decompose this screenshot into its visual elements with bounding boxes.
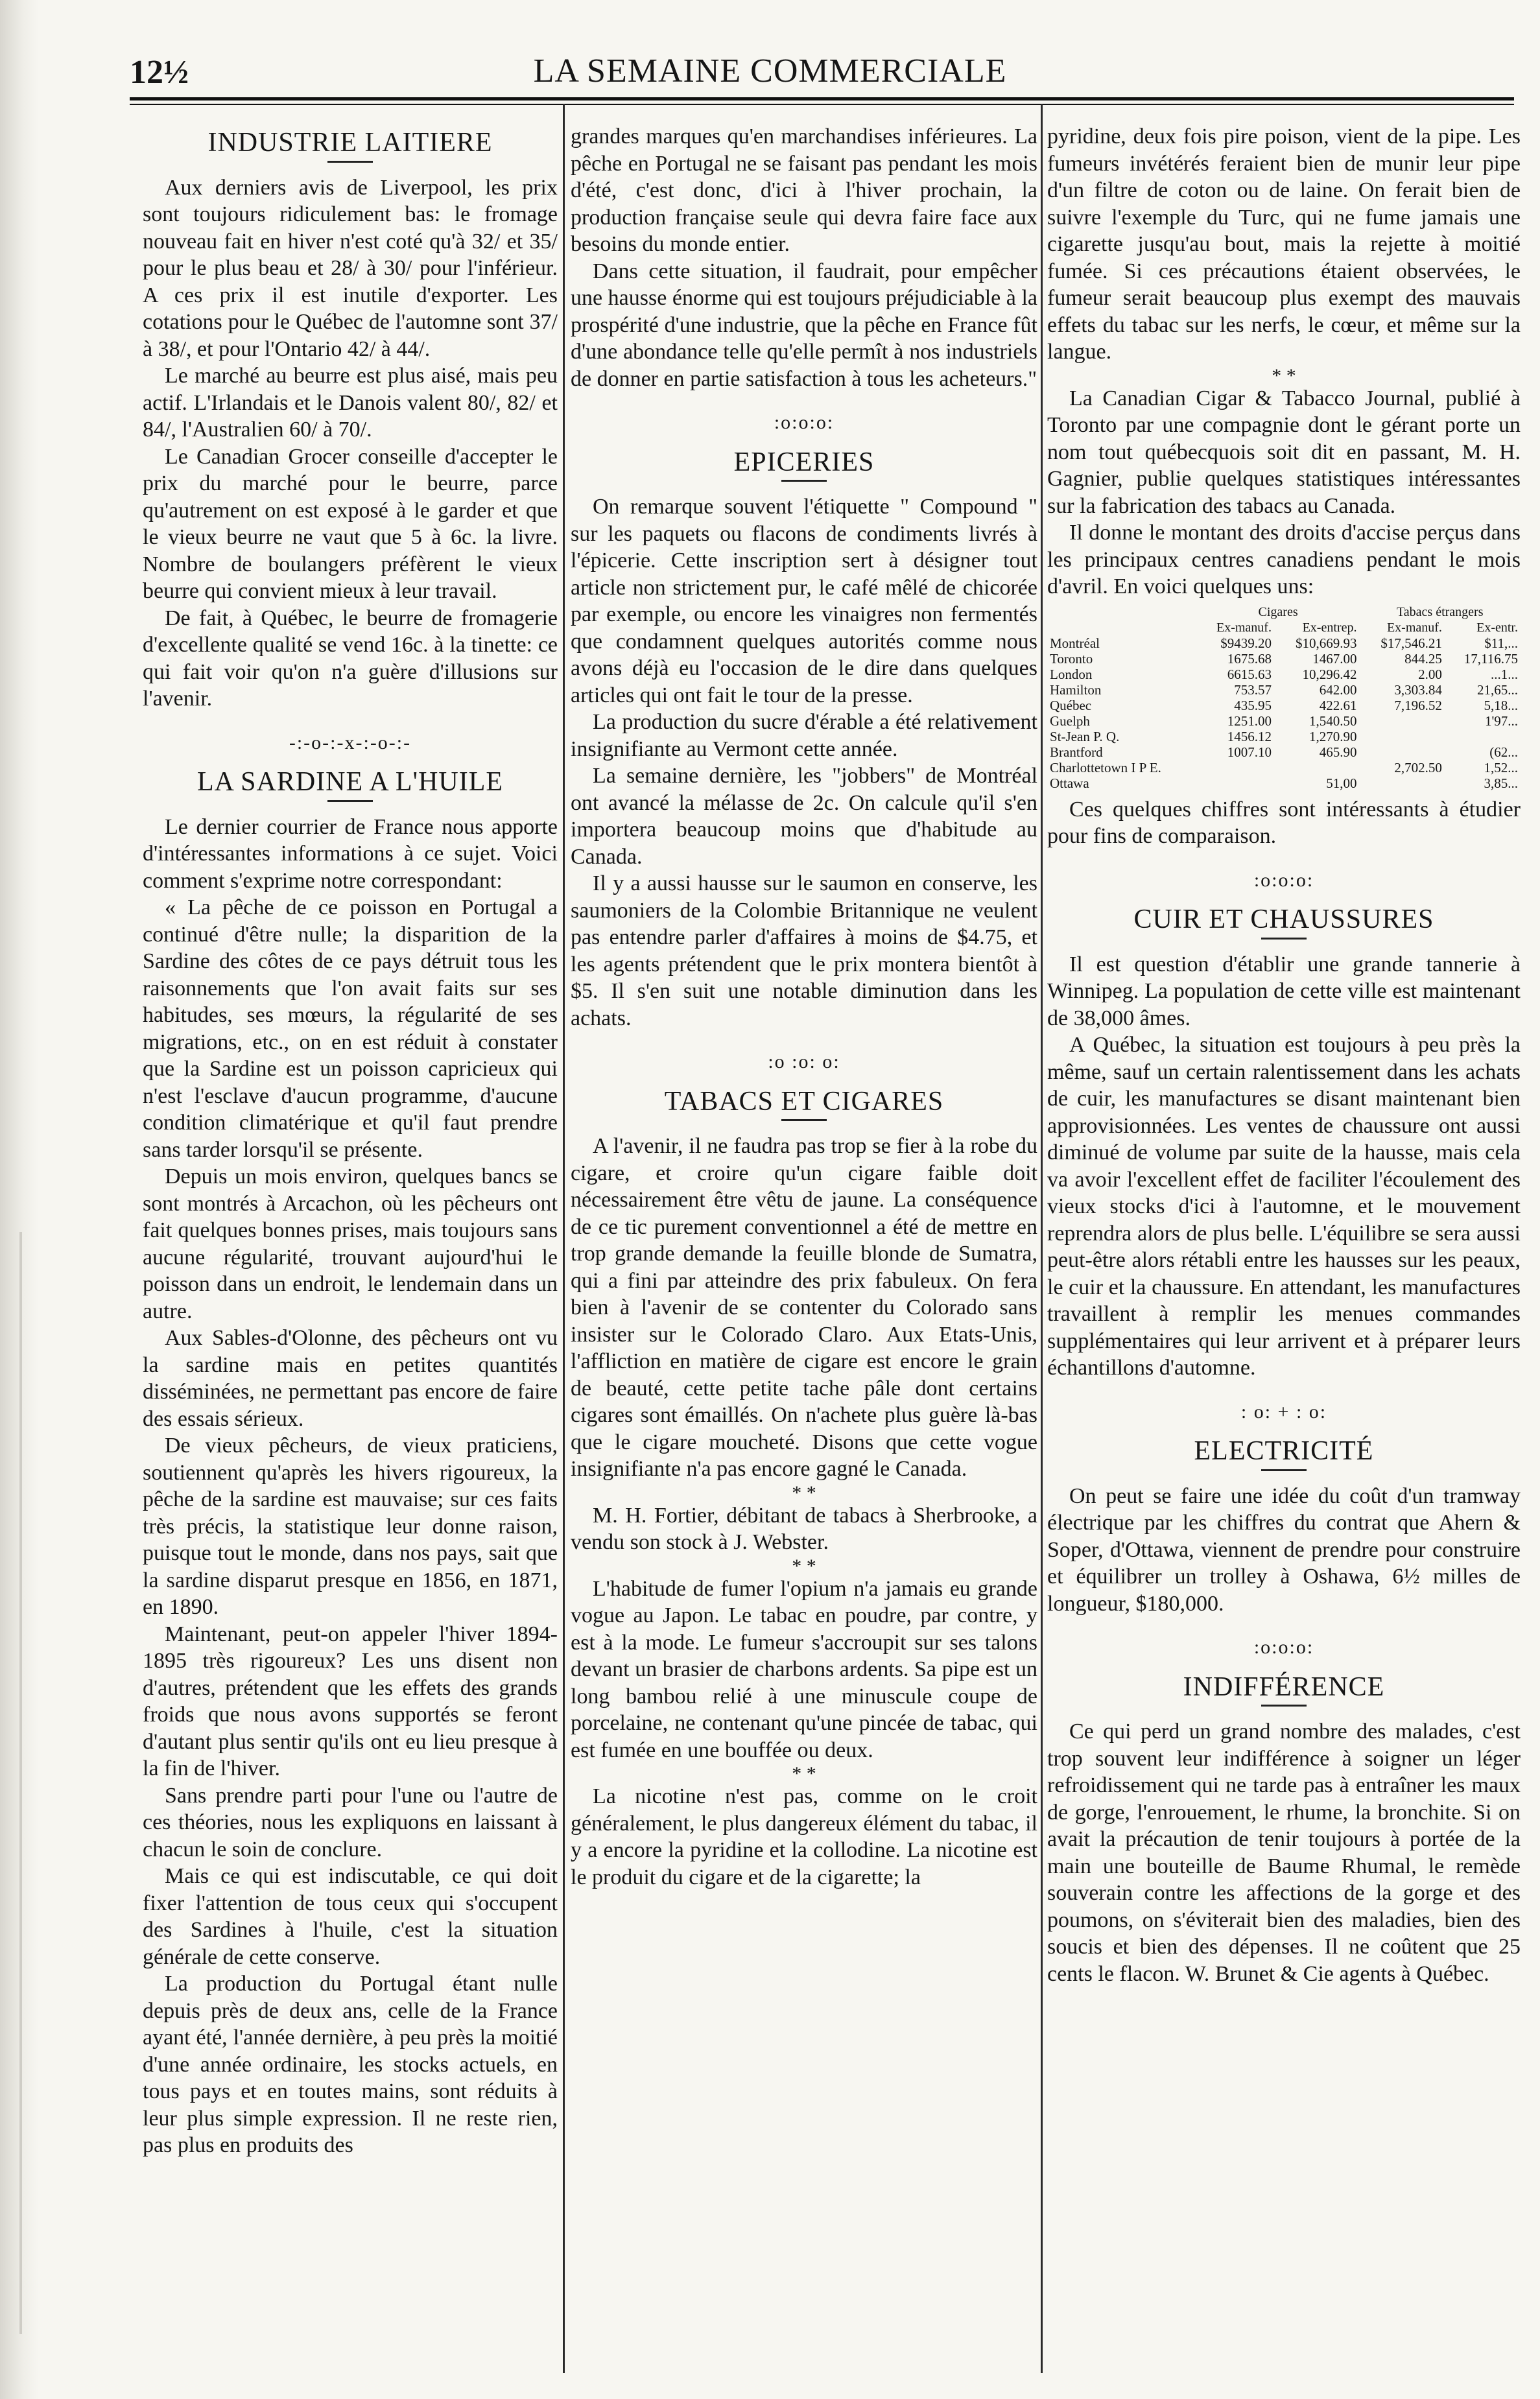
table-cell: 21,65... <box>1477 681 1518 698</box>
heading-rule <box>781 1119 827 1121</box>
section-heading-industrie-laitiere: INDUSTRIE LAITIERE <box>207 128 493 158</box>
table-body <box>1047 635 1521 791</box>
table-cell: 1251.00 <box>1227 713 1272 729</box>
table-cell <box>1445 729 1521 744</box>
section-separator: :o :o: o: <box>768 1051 840 1072</box>
table-row <box>1047 682 1521 698</box>
table-cell: $11,... <box>1484 635 1518 651</box>
table-row <box>1047 651 1521 667</box>
section-heading-cuir: CUIR ET CHAUSSURES <box>1133 904 1434 934</box>
paragraph: La Canadian Cigar & Tabacco Journal, publié à Toronto par une compagnie dont le gérant porte un nom tout québecquois soit dit en passant, M. H. Gagnier, publie quelques statistiques intéressantes sur la fabrication des tabacs au Canada. <box>1047 386 1521 518</box>
table-cell: 465.90 <box>1319 744 1357 760</box>
table-row <box>1047 775 1521 791</box>
table-cell: 3,303.84 <box>1394 681 1442 698</box>
column-divider-2 <box>1041 104 1043 2373</box>
table-cell: 2,702.50 <box>1394 759 1442 775</box>
table-cell: 6615.63 <box>1227 666 1272 682</box>
table-row <box>1047 744 1521 760</box>
table-group-header: Tabacs étrangers <box>1396 604 1484 619</box>
table-header-cell: Ex-entrep. <box>1302 620 1357 635</box>
table-cell: 642.00 <box>1319 681 1357 698</box>
section-separator: : o: + : o: <box>1240 1400 1327 1423</box>
table-row-label: St-Jean P. Q. <box>1050 728 1120 744</box>
paragraph: La production du sucre d'érable a été relativement insignifiante au Vermont cette année. <box>571 710 1037 761</box>
paragraph: « La pêche de ce poisson en Portugal a continué d'être nulle; la disparition de la Sardine des côtes de ce pays détruit tous les raisonnements que l'on avait faits sur ses habitudes, ses mœurs, la régularité de ses migrations, etc., on en est réduit à constater que la Sardine est un poisson capricieux qui n'est l'esclave d'aucun programme, d'aucune condition climatérique et qu'il faut prendre sans tarder lorsqu'il se présente. <box>143 895 558 1162</box>
table-cell: ...1... <box>1491 666 1518 682</box>
table-cell <box>1359 713 1444 729</box>
table-cell: 422.61 <box>1319 697 1357 713</box>
paragraph: Maintenant, peut-on appeler l'hiver 1894-1895 très rigoureux? Les uns disent non d'autres, prétendent que les effets des grands froids que nous avons supportés se feront d'autant plus sentir qu'ils ont eu lieu presque à la fin de l'hiver. <box>143 1622 558 1780</box>
table-row <box>1047 713 1521 729</box>
column-1 <box>143 123 558 2354</box>
table-cell <box>1359 775 1444 791</box>
section-heading-tabacs: TABACS ET CIGARES <box>664 1086 944 1117</box>
table-cell: 5,18... <box>1484 697 1518 713</box>
table-cell: 1467.00 <box>1312 650 1357 667</box>
table-row-label: London <box>1050 666 1093 682</box>
table-row <box>1047 635 1521 651</box>
paragraph: La nicotine n'est pas, comme on le croit généralement, le plus dangereux élément du tabac, il y a encore la pyridine et la collodine. La nicotine est le produit du cigare et de la cigarette; la <box>571 1784 1037 1889</box>
table-row-label: Charlottetown I P E. <box>1050 759 1161 775</box>
paragraph: grandes marques qu'en marchandises inférieures. La pêche en Portugal ne se faisant pas pendant les mois d'été, c'est donc, d'ici à l'hiver prochain, la production française seule qui devra faire face aux besoins du monde entier. <box>571 124 1037 256</box>
paragraph: De vieux pêcheurs, de vieux praticiens, soutiennent qu'après les hivers rigoureux, la pêche de la sardine est mauvaise; sur ces faits très précis, la statistique leur donne raison, puisque tout le monde, dans nos pays, sait que la sardine disparut presque en 1856, en 1871, en 1890. <box>143 1434 558 1619</box>
paragraph: Aux Sables-d'Olonne, des pêcheurs ont vu la sardine mais en petites quantités disséminées, ne permettant pas encore de faire des essais sérieux. <box>143 1326 558 1431</box>
paragraph: Il donne le montant des droits d'accise perçus dans les principaux centres canadiens pendant le mois d'avril. En voici quelques uns: <box>1047 521 1521 598</box>
heading-rule <box>327 800 373 802</box>
table-row-label: Montréal <box>1050 635 1100 651</box>
paragraph: On peut se faire une idée du coût d'un tramway électrique par les chiffres du contrat que Ahern & Soper, d'Ottawa, viennent de prendre pour construire et équilibrer un trolley à Oshawa, 6½ milles de longueur, $180,000. <box>1047 1483 1521 1616</box>
table-header-cell: Ex-manuf. <box>1386 620 1442 635</box>
table-row <box>1047 667 1521 682</box>
table-header-cell: Ex-entr. <box>1476 620 1518 635</box>
paragraph: pyridine, deux fois pire poison, vient de la pipe. Les fumeurs invétérés feraient bien de munir leur pipe d'un filtre de coton ou de laine. On ferait bien de suivre l'exemple du Turc, qui ne fume jamais une cigarette jusqu'au bout, mais la rejette à moitié fumée. Si ces précautions étaient observées, le fumeur serait beaucoup plus exempt des mauvais effets du tabac sur les nerfs, le cœur, et même sur la langue. <box>1047 124 1521 364</box>
header-rule-thin <box>130 104 1514 105</box>
section-heading-epiceries: EPICERIES <box>733 447 875 477</box>
section-heading-indifference: INDIFFÉRENCE <box>1183 1672 1385 1702</box>
table-row-label: Toronto <box>1050 650 1093 667</box>
asterism: * * <box>792 1763 816 1784</box>
paragraph: A l'avenir, il ne faudra pas trop se fier à la robe du cigare, et croire qu'un cigare faible doit nécessairement être vêtu de jaune. La conséquence de ce tic purement conventionnel a été de mettre en trop grande demande la feuille blonde de Sumatra, qui a fini par atteindre des prix fabuleux. On fera bien à l'avenir de se contenter du Colorado sans insister sur le Colorado Claro. Aux Etats-Unis, l'affliction en matière de cigare est encore le grain de beauté, cette petite tache pâle dont certains cigares sont émaillés. On n'achete plus guère là-bas que le cigare moucheté. Disons que cette vogue insignifiante n'a pas encore gagné le Canada. <box>571 1134 1037 1481</box>
table-cell: 2.00 <box>1418 666 1442 682</box>
paragraph: L'habitude de fumer l'opium n'a jamais eu grande vogue au Japon. Le tabac en poudre, par contre, y est à la mode. Le fumeur s'accroupit sur ses talons devant un brasier de charbons ardents. Sa pipe est un long bambou relié à une minuscule coupe de porcelaine, ne contenant qu'une pincée de tabac, qui est fumée en une bouffée ou deux. <box>571 1576 1037 1762</box>
paragraph: M. H. Fortier, débitant de tabacs à Sherbrooke, a vendu son stock à J. Webster. <box>571 1503 1037 1554</box>
table-row-label: Ottawa <box>1050 775 1089 791</box>
table-row <box>1047 698 1521 713</box>
page-number: 12½ <box>130 54 189 91</box>
table-cell <box>1274 760 1359 775</box>
asterism: * * <box>1272 364 1296 386</box>
table-cell: $9439.20 <box>1220 635 1272 651</box>
table-cell: (62... <box>1489 744 1518 760</box>
table-cell <box>1359 744 1444 760</box>
table-cell <box>1359 729 1444 744</box>
paragraph: Sans prendre parti pour l'une ou l'autre de ces théories, nous les expliquons en laissant à chacun le soin de conclure. <box>143 1783 558 1861</box>
excise-duties-table <box>1047 604 1521 791</box>
column-divider-1 <box>563 104 565 2373</box>
table-header-cell <box>1047 620 1197 635</box>
table-header-cell: Ex-manuf. <box>1216 620 1272 635</box>
table-cell: 1'97... <box>1484 713 1518 729</box>
table-cell: $17,546.21 <box>1380 635 1442 651</box>
table-cell: 753.57 <box>1234 681 1272 698</box>
section-separator: :o:o:o: <box>1253 1637 1314 1658</box>
table-row <box>1047 729 1521 744</box>
column-3 <box>1047 123 1521 2354</box>
paragraph: On remarque souvent l'étiquette " Compound " sur les paquets ou flacons de condiments livrés à l'épicerie. Cette inscription sert à désigner tout article non strictement pur, le café mêlé de chicorée par exemple, ou encore les vinaigres non fermentés que condamnent quelques autorités comme nous avons déjà eu l'occasion de le dire dans quelques articles qui ont fait le tour de la presse. <box>571 495 1037 707</box>
section-separator: :o:o:o: <box>774 412 835 433</box>
table-row-label: Hamilton <box>1050 681 1102 698</box>
table-cell: $10,669.93 <box>1295 635 1357 651</box>
paragraph: Le Canadian Grocer conseille d'accepter le prix du marché pour le beurre, parce qu'autrement on est exposé à le garder et que le vieux beurre ne vaut que 5 à 6c. la livre. Nombre de boulangers préfèrent le vieux beurre qui convient mieux à leur travail. <box>143 444 558 603</box>
table-row-label: Québec <box>1050 697 1092 713</box>
paragraph: Il y a aussi hausse sur le saumon en conserve, les saumoniers de la Colombie Britannique ne veulent pas entendre parler d'affaires à moins de $4.75, et les agents prétendent que le prix montera bientôt à $5. Il s'en suit une notable diminution dans les achats. <box>571 871 1037 1030</box>
paragraph: A Québec, la situation est toujours à peu près la même, sauf un certain ralentissement dans les achats de cuir, les manufactures se disant maintenant bien approvisionnées. Les ventes de chaussure ont aussi diminué de volume par suite de la hausse, mais cela va avoir l'excellent effet de faciliter l'écoulement des vieux stocks d'ici à l'automne, et le mouvement reprendra alors de plus belle. L'équilibre se sera aussi peut-être alors rétabli entre les hausses sur les peaux, le cuir et la chaussure. En attendant, les manufactures travaillent à remplir les menues commandes supplémentaires qui leur arrivent et à préparer leurs échantillons d'automne. <box>1047 1033 1521 1380</box>
heading-rule <box>1261 1469 1307 1471</box>
paragraph: Ces quelques chiffres sont intéressants à étudier pour fins de comparaison. <box>1047 797 1521 848</box>
asterism: * * <box>792 1482 816 1504</box>
table-cell: 1,52... <box>1484 759 1518 775</box>
table-cell: 10,296.42 <box>1302 666 1357 682</box>
table-header-row <box>1047 620 1521 635</box>
paragraph: Aux derniers avis de Liverpool, les prix sont toujours ridiculement bas: le fromage nouveau fait en hiver n'est coté qu'à 32/ et 35/ pour le plus beau et 28/ à 30/ pour l'inférieur. A ces prix il est inutile d'exporter. Les cotations pour le Québec de l'automne sont 37/ à 38/, et pour l'Ontario 42/ à 44/. <box>143 175 558 361</box>
table-cell: 1675.68 <box>1227 650 1272 667</box>
column-2 <box>571 123 1037 2354</box>
section-separator: -:-o-:-x-:-o-:- <box>289 731 412 753</box>
table-cell: 1007.10 <box>1227 744 1272 760</box>
paragraph: De fait, à Québec, le beurre de fromagerie d'excellente qualité se vend 16c. à la tinette: ce qui fait voir qu'on n'a guère d'illusions sur l'avenir. <box>143 606 558 711</box>
section-heading-sardine: LA SARDINE A L'HUILE <box>196 767 504 797</box>
heading-rule <box>781 480 827 482</box>
paragraph: Le dernier courrier de France nous apporte d'intéressantes informations à ce sujet. Voici comment s'exprime notre correspondant: <box>143 814 558 893</box>
binding-mark <box>19 1232 22 2334</box>
paragraph: La production du Portugal étant nulle depuis près de deux ans, celle de la France ayant été, l'année dernière, à peu près la moitié d'une année ordinaire, les stocks actuels, en tous pays et en toutes mains, sont réduits à leur plus simple expression. Il ne reste rien, pas plus en produits des <box>143 1972 558 2157</box>
section-heading-electricite: ELECTRICITÉ <box>1194 1436 1374 1466</box>
paragraph: La semaine dernière, les "jobbers" de Montréal ont avancé la mélasse de 2c. On calcule qu'il s'en importera beaucoup moins que d'habitude au Canada. <box>571 764 1037 869</box>
table-cell: 17,116.75 <box>1463 650 1518 667</box>
table-cell: 1456.12 <box>1227 728 1272 744</box>
heading-rule <box>327 161 373 163</box>
table-cell: 1,270.90 <box>1309 728 1357 744</box>
table-cell: 7,196.52 <box>1394 697 1442 713</box>
table-cell <box>1197 775 1274 791</box>
table-cell: 51,00 <box>1326 775 1357 791</box>
paragraph: Mais ce qui est indiscutable, ce qui doit fixer l'attention de tous ceux qui s'occupent des Sardines à l'huile, c'est la situation générale de cette conserve. <box>143 1864 558 1969</box>
paragraph: Ce qui perd un grand nombre des malades, c'est trop souvent leur indifférence à soigner un léger refroidissement qui ne tarde pas à entraîner les maux de gorge, l'enrouement, le rhume, la bronchite. Si on avait la précaution de tenir toujours à portée de la main une bouteille de Baume Rhumal, le remède souverain contre les affections de la gorge et des poumons, on s'éviterait bien des maladies, bien des soucis et bien des dépenses. Il ne coûtent que 25 cents le flacon. W. Brunet & Cie agents à Québec. <box>1047 1719 1521 1986</box>
paragraph: Dans cette situation, il faudrait, pour empêcher une hausse énorme qui est toujours préjudiciable à la prospérité d'une industrie, que la pêche en France fût d'une abondance telle qu'elle permît à nos industriels de donner en partie satisfaction à tous les acheteurs." <box>571 259 1037 391</box>
paragraph: Il est question d'établir une grande tannerie à Winnipeg. La population de cette ville est maintenant de 38,000 âmes. <box>1047 952 1521 1030</box>
table-cell: 844.25 <box>1404 650 1442 667</box>
asterism: * * <box>792 1555 816 1577</box>
paragraph: Depuis un mois environ, quelques bancs se sont montrés à Arcachon, où les pêcheurs ont fait quelques bonnes prises, mais toujours sans aucune régularité, trouvant aujourd'hui le poisson dans un endroit, le lendemain dans un autre. <box>143 1164 558 1323</box>
table-row <box>1047 760 1521 775</box>
table-group-header: Cigares <box>1258 604 1298 619</box>
heading-rule <box>1261 938 1307 940</box>
table-cell: 1,540.50 <box>1309 713 1357 729</box>
paragraph: Le marché au beurre est plus aisé, mais peu actif. L'Irlandais et le Danois valent 80/, 82/ et 84/, l'Australien 60/ à 70/. <box>143 364 558 442</box>
section-separator: :o:o:o: <box>1253 869 1314 891</box>
table-cell: 3,85... <box>1484 775 1518 791</box>
table-cell <box>1197 760 1274 775</box>
table-row-label: Guelph <box>1050 713 1090 729</box>
running-title: LA SEMAINE COMMERCIALE <box>533 53 1007 89</box>
heading-rule <box>1261 1705 1307 1707</box>
table-group-header-row <box>1047 604 1521 620</box>
table-row-label: Brantford <box>1050 744 1103 760</box>
table-cell: 435.95 <box>1234 697 1272 713</box>
header-rule-thick <box>130 97 1514 100</box>
